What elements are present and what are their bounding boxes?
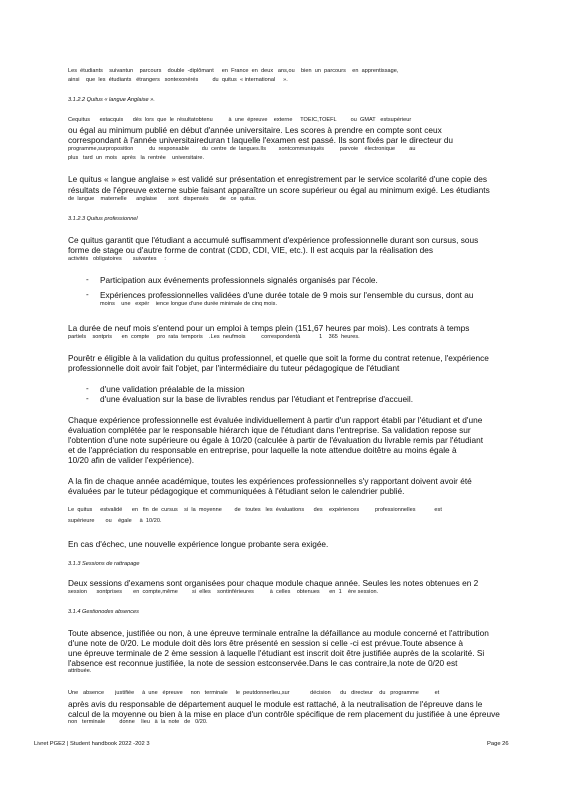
text-line: non terminale donne lieu à la note de 0/20. (68, 719, 208, 725)
footer-page-number: Page 26 (487, 741, 509, 747)
text-line: et de l'appréciation du responsable en entreprise, pour laquelle la note attendue doitêtre au moins égale à (68, 445, 457, 455)
text-line: plus tard un mois après la rentrée universitaire. (68, 155, 205, 161)
text-line: forme de stage ou d'autre forme de contrat (CDD, CDI, VIE, etc.). Il est acquis par la réalisation des (68, 245, 433, 255)
text-line: 10/20 afin de valider l'expérience). (68, 455, 195, 465)
text-line: d'une évaluation sur la base de livrables rendus par l'étudiant et l'entreprise d'accueil. (100, 394, 414, 404)
text-line: Deux sessions d'examens sont organisées pour chaque module chaque année. Seules les notes obtenues en 2 (68, 578, 479, 588)
text-line: 3.1.4 Gestionodes absences (68, 609, 139, 615)
text-line: 3.1.2.2 Quitus « langue Anglaise ». (68, 97, 155, 103)
text-line: l'obtention d'une note supérieure ou égale à 10/20 (calculée à partir de l'évaluation du livrable remis par l'étudiant (68, 435, 483, 445)
text-line: une épreuve terminale de 2 ème session à laquelle l'étudiant est inscrit doit être justifiée auprès de la scolarité. Si (68, 648, 485, 658)
text-line: résultats de l'épreuve externe subie faisant apparaître un score supérieur ou égal au minimum exigé. Les étudiants (68, 185, 490, 195)
text-line: session sontprises en compte,même si elles sontinférieures à celles obtenues en 1 ère session. (68, 589, 379, 595)
footer-left: Livret PGE2 | Student handbook 2022 -202 3 (34, 741, 150, 747)
text-line: évaluation complétée par le responsable hiérarch ique de l'étudiant dans l'entreprise. Sa validation repose sur (68, 425, 471, 435)
text-line: Le quitus « langue anglaise » est validé sur présentation et enregistrement par le service scolarité d'une copie des (68, 174, 487, 184)
text-line: d'une validation préalable de la mission (100, 384, 245, 394)
text-line: l'absence est reconnue justifiée, la note de session estconservée.Dans le cas contraire,la note de 0/20 est (68, 658, 458, 668)
text-line: Les étudiants suivantun parcours double -diplômant en France en deux ans,ou bien un parcours en apprentissage, (68, 68, 399, 74)
text-line: professionnelle doit avoir fait l'objet, par l'intermédiaire du tuteur pédagogique de l'étudiant (68, 363, 400, 373)
text-line: Toute absence, justifiée ou non, à une épreuve terminale entraîne la défaillance au module concerné et l'attribution (68, 628, 489, 638)
text-line: Ce quitus garantit que l'étudiant a accumulé suffisamment d'expérience professionnelle durant son cursus, sous (68, 235, 479, 245)
bullet-dash-icon: - (86, 275, 89, 284)
text-line: A la fin de chaque année académique, toutes les expériences professionnelles s'y rapportant doivent avoir été (68, 476, 472, 486)
text-line: Le quitus estvalidé en fin de cursus si la moyenne de toutes les évaluations des expériences professionnelles est (68, 507, 442, 513)
text-line: Pourêtr e éligible à la validation du quitus professionnel, et quelle que soit la forme du contrat retenue, l'expérience (68, 353, 489, 363)
text-line: évaluées par le tuteur pédagogique et communiquées à l'étudiant selon le calendrier publié. (68, 486, 405, 496)
text-line: d'une note de 0/20. Le module doit dès lors être présenté en session si celle -ci est prévue.Toute absence à (68, 638, 464, 648)
text-line: Expériences professionnelles validées d'une durée totale de 9 mois sur l'ensemble du cursus, dont au (100, 290, 474, 300)
text-line: calcul de la moyenne ou bien à la mise en place d'un contrôle spécifique de rem placement du justifiée à une épreuve (68, 709, 500, 719)
text-line: attribuée. (68, 668, 92, 674)
text-line: supérieure ou égale à 10/20. (68, 518, 162, 524)
text-line: de langue maternelle anglaise sont dispensés de ce quitus. (68, 196, 257, 202)
bullet-dash-icon: - (86, 394, 89, 403)
text-line: Cequitus estacquis dès lors que le résultatobtenu à une épreuve externe TOEIC,TOEFL ou GMAT estsupérieur (68, 117, 412, 123)
text-line: partiels sontpris en compte pro rata temporis .Les neufmois correspondentà 1 365 heures. (68, 334, 360, 340)
text-line: Chaque expérience professionnelle est évaluée individuellement à partir d'un rapport établi par l'étudiant et d'une (68, 415, 483, 425)
text-line: 3.1.2.3 Quitus professionnel (68, 216, 138, 222)
text-line: après avis du responsable de département auquel le module est rattaché, à la neutralisation de l'épreuve dans le (68, 699, 483, 709)
text-line: Participation aux événements professionnels signalés organisés par l'école. (100, 275, 378, 285)
bullet-dash-icon: - (86, 290, 89, 299)
text-line: En cas d'échec, une nouvelle expérience longue probante sera exigée. (68, 539, 329, 549)
text-line: ou égal au minimum publié en début d'année universitaire. Les scores à prendre en compte sont ceux (68, 125, 442, 135)
text-line: ainsi que les étudiants étrangers sontexonérés du quitus « international ». (68, 77, 288, 83)
text-line: moins une expér ience longue d'une durée minimale de cinq mois. (100, 301, 278, 307)
text-line: 3.1.3 Sessions de rattrapage (68, 561, 140, 567)
text-line: Une absence justifiée à une épreuve non terminale le peutdonnerlieu,sur décision du directeur du programme et (68, 690, 440, 696)
bullet-dash-icon: - (86, 384, 89, 393)
text-line: correspondant à l'année universitaireduran t laquelle l'examen est passé. Ils sont fixés par le directeur du (68, 135, 454, 145)
text-line: activités obligatoires suivantes : (68, 256, 166, 262)
text-line: La durée de neuf mois s'entend pour un emploi à temps plein (151,67 heures par mois). Les contrats à temps (68, 323, 470, 333)
text-line: programme,surproposition du responsable du centre de langues.Ils sontcommuniqués parvoie électronique au (68, 146, 416, 152)
